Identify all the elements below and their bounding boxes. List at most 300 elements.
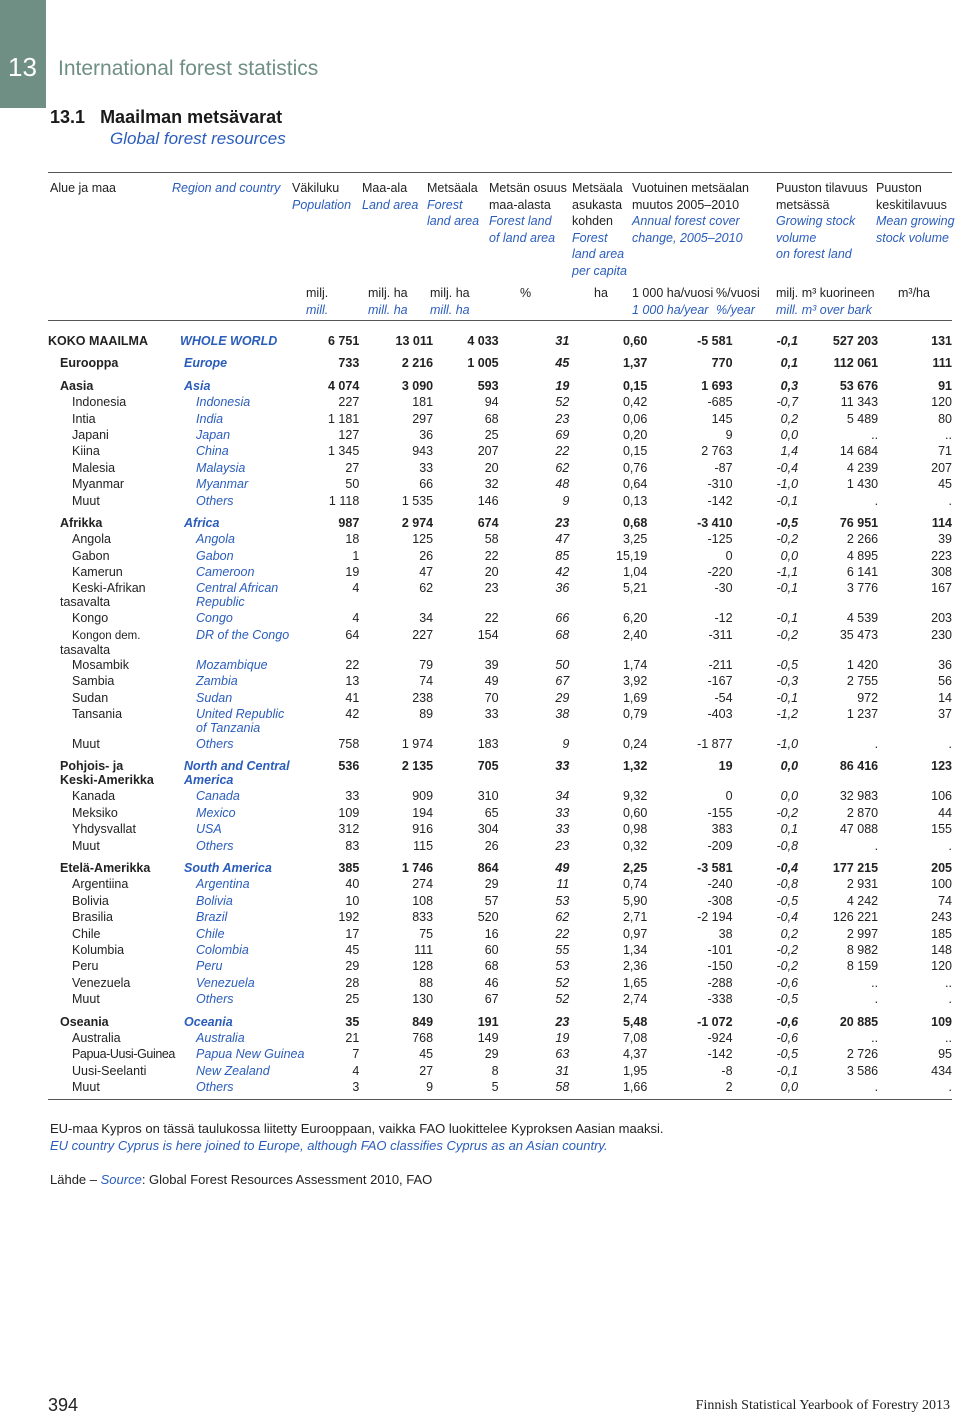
name-fi-text: Tansania bbox=[72, 707, 123, 722]
name-fi-text: Brasilia bbox=[72, 910, 113, 925]
unit-change2-fi: %/vuosi bbox=[716, 286, 760, 300]
cell-ch2: -1,2 bbox=[776, 707, 799, 722]
unit-forest-en: mill. ha bbox=[430, 302, 470, 317]
cell-mean: 39 bbox=[938, 532, 952, 547]
name-fi bbox=[48, 494, 180, 510]
cell-pop: 22 bbox=[345, 657, 360, 672]
cell-share: 50 bbox=[555, 657, 570, 672]
name-fi-text: Bolivia bbox=[72, 893, 109, 908]
cell-ch2: -0,3 bbox=[776, 674, 799, 689]
world-total-row bbox=[48, 328, 952, 350]
country-row bbox=[48, 822, 952, 838]
cell-pop: 10 bbox=[345, 893, 360, 908]
name-en-text: Mozambique bbox=[196, 657, 268, 672]
name-en-text-2: of Tanzania bbox=[196, 721, 261, 736]
cell-forest: 146 bbox=[477, 493, 499, 508]
name-fi-text: Muut bbox=[72, 1080, 100, 1095]
header-vol-en3: on forest land bbox=[776, 247, 852, 261]
cell-ch1: 145 bbox=[711, 411, 733, 426]
cell-forest: 593 bbox=[477, 378, 499, 393]
name-fi bbox=[48, 674, 180, 690]
cell-forest: 70 bbox=[484, 690, 499, 705]
name-fi bbox=[48, 927, 180, 943]
name-fi-text: Kiina bbox=[72, 444, 100, 459]
cell-ch2: -0,8 bbox=[776, 877, 799, 892]
cell-ch1: -150 bbox=[707, 959, 733, 974]
country-row bbox=[48, 444, 952, 460]
name-fi-text: Muut bbox=[72, 992, 100, 1007]
cell-land: 297 bbox=[412, 411, 434, 426]
name-fi bbox=[48, 628, 180, 658]
cell-land: 88 bbox=[419, 975, 434, 990]
name-en-text: Bolivia bbox=[196, 893, 233, 908]
table-body bbox=[48, 328, 952, 1096]
header-share-en1: Forest land bbox=[489, 214, 552, 228]
cell-ch1: -155 bbox=[707, 805, 733, 820]
name-en bbox=[180, 877, 309, 893]
cell-share: 33 bbox=[555, 759, 570, 774]
name-en-text: Mexico bbox=[196, 805, 236, 820]
country-row bbox=[48, 691, 952, 707]
header-vol-en2: volume bbox=[776, 230, 817, 245]
country-row bbox=[48, 549, 952, 565]
unit-change1-en: 1 000 ha/year bbox=[632, 302, 709, 317]
name-en-text: Brazil bbox=[196, 910, 228, 925]
name-en bbox=[180, 328, 309, 350]
cell-land: 13 011 bbox=[395, 334, 434, 348]
name-fi bbox=[48, 510, 180, 532]
cell-percap: 0,24 bbox=[622, 737, 648, 752]
header-area-en: Region and country bbox=[172, 181, 281, 195]
header-forest-fi: Metsäala bbox=[427, 181, 478, 195]
cell-ch1: 0 bbox=[725, 789, 733, 804]
cell-pop: 35 bbox=[345, 1014, 360, 1029]
name-fi bbox=[48, 611, 180, 627]
cell-vol: 972 bbox=[857, 690, 879, 705]
cell-pop: 21 bbox=[345, 1030, 360, 1045]
name-fi bbox=[48, 910, 180, 926]
source-dash: – bbox=[86, 1172, 101, 1187]
name-en-text: North and Central bbox=[184, 759, 290, 774]
cell-share: 62 bbox=[555, 460, 570, 475]
cell-mean: .. bbox=[945, 427, 952, 442]
name-en bbox=[180, 477, 309, 493]
name-fi-text: Gabon bbox=[72, 548, 110, 563]
cell-forest: 674 bbox=[477, 515, 499, 530]
name-fi-text: Japani bbox=[72, 427, 109, 442]
name-fi bbox=[48, 737, 180, 753]
cell-ch2: 0,2 bbox=[780, 411, 799, 426]
name-fi bbox=[48, 658, 180, 674]
cell-vol: 76 951 bbox=[839, 515, 879, 530]
cell-percap: 1,66 bbox=[622, 1080, 648, 1095]
name-fi bbox=[48, 444, 180, 460]
cell-share: 22 bbox=[555, 444, 570, 459]
cell-percap: 0,15 bbox=[622, 378, 648, 393]
cell-share: 45 bbox=[555, 356, 570, 371]
cell-mean: 185 bbox=[931, 926, 952, 941]
name-en bbox=[180, 532, 309, 548]
name-en bbox=[180, 855, 309, 877]
name-fi-text: Aasia bbox=[60, 378, 94, 393]
cell-ch1: -288 bbox=[707, 975, 733, 990]
cell-percap: 0,97 bbox=[622, 926, 648, 941]
cell-land: 849 bbox=[412, 1014, 434, 1029]
cell-mean: 123 bbox=[931, 759, 952, 774]
cell-vol: 2 726 bbox=[846, 1047, 879, 1062]
name-en-text: Chile bbox=[196, 926, 225, 941]
cell-land: 833 bbox=[412, 910, 434, 925]
unit-share: % bbox=[520, 286, 532, 300]
cell-percap: 2,74 bbox=[622, 992, 648, 1007]
cell-pop: 3 bbox=[352, 1080, 360, 1095]
source-label-en: Source bbox=[100, 1172, 142, 1187]
header-percap-en3: per capita bbox=[572, 263, 627, 278]
name-en bbox=[180, 510, 309, 532]
name-fi bbox=[48, 1031, 180, 1047]
cell-percap: 2,40 bbox=[622, 627, 648, 642]
name-fi-text: Pohjois- ja bbox=[60, 759, 124, 774]
cell-land: 274 bbox=[412, 877, 434, 892]
cell-ch2: 0,0 bbox=[780, 789, 799, 804]
header-growing-stock bbox=[776, 180, 868, 263]
cell-pop: 758 bbox=[338, 737, 360, 752]
cell-ch1: -142 bbox=[707, 1047, 733, 1062]
cell-mean: 223 bbox=[931, 548, 952, 563]
name-fi-text: Eurooppa bbox=[60, 356, 119, 371]
cell-vol: . bbox=[874, 838, 879, 853]
table-top-rule bbox=[48, 172, 952, 173]
name-en bbox=[180, 565, 309, 581]
cell-pop: 18 bbox=[345, 532, 360, 547]
cell-percap: 1,04 bbox=[622, 565, 648, 580]
cell-vol: 4 539 bbox=[846, 611, 879, 626]
name-en-text: DR of the Congo bbox=[196, 627, 290, 642]
cell-ch2: 0,1 bbox=[780, 822, 799, 837]
cell-land: 47 bbox=[419, 565, 434, 580]
unit-volume bbox=[776, 285, 875, 318]
name-fi-text: Kanada bbox=[72, 789, 116, 804]
cell-pop: 733 bbox=[338, 356, 360, 371]
cell-forest: 22 bbox=[484, 548, 499, 563]
cell-ch1: -12 bbox=[714, 611, 733, 626]
note-fi: EU-maa Kypros on tässä taulukossa liitetty Eurooppaan, vaikka FAO luokittelee Kyproksen Aasian maaksi. bbox=[50, 1121, 664, 1136]
cell-ch2: 0,3 bbox=[780, 378, 799, 393]
name-en bbox=[180, 1031, 309, 1047]
country-row bbox=[48, 789, 952, 805]
unit-population bbox=[306, 285, 328, 318]
cell-forest: 20 bbox=[484, 460, 499, 475]
cell-forest: 67 bbox=[484, 992, 499, 1007]
country-row bbox=[48, 1047, 952, 1063]
cell-mean: 44 bbox=[938, 805, 952, 820]
cell-percap: 0,76 bbox=[622, 460, 648, 475]
cell-ch2: -1,0 bbox=[776, 477, 799, 492]
cell-vol: 112 061 bbox=[833, 356, 879, 371]
cell-mean: 120 bbox=[931, 959, 952, 974]
cell-percap: 4,37 bbox=[622, 1047, 648, 1062]
name-en-text: Oceania bbox=[184, 1014, 233, 1029]
cell-percap: 2,71 bbox=[622, 910, 648, 925]
country-row bbox=[48, 976, 952, 992]
cell-ch2: 0,0 bbox=[780, 1080, 799, 1095]
cell-vol: 126 221 bbox=[832, 910, 879, 925]
section-number: 13.1 bbox=[50, 107, 86, 127]
name-en-text: USA bbox=[196, 822, 222, 837]
name-fi bbox=[48, 943, 180, 959]
cell-vol: . bbox=[874, 992, 879, 1007]
cell-forest: 20 bbox=[484, 565, 499, 580]
name-fi-text: Kongon dem. bbox=[72, 629, 141, 642]
cell-ch1: -142 bbox=[707, 493, 733, 508]
cell-mean: 106 bbox=[931, 789, 952, 804]
name-fi-text: Chile bbox=[72, 926, 101, 941]
name-en bbox=[180, 444, 309, 460]
cell-percap: 1,74 bbox=[622, 657, 648, 672]
name-fi-text: Muut bbox=[72, 737, 100, 752]
cell-share: 11 bbox=[556, 877, 570, 892]
cell-ch2: -0,6 bbox=[776, 1014, 799, 1029]
cell-share: 29 bbox=[555, 690, 570, 705]
name-fi bbox=[48, 461, 180, 477]
cell-mean: 74 bbox=[938, 893, 952, 908]
cell-land: 9 bbox=[426, 1080, 434, 1095]
cell-vol: 1 237 bbox=[846, 707, 879, 722]
header-percap-fi1: Metsäala bbox=[572, 181, 623, 195]
cell-mean: . bbox=[948, 838, 952, 853]
cell-percap: 5,90 bbox=[622, 893, 648, 908]
cell-mean: 155 bbox=[931, 822, 952, 837]
unit-land bbox=[368, 285, 408, 318]
note-en: EU country Cyprus is here joined to Europe, although FAO classifies Cyprus as an Asian country. bbox=[50, 1138, 608, 1153]
cell-forest: 39 bbox=[484, 657, 499, 672]
cell-ch2: -0,8 bbox=[776, 838, 799, 853]
header-change-en2: change, 2005–2010 bbox=[632, 230, 743, 245]
name-fi-text: Meksiko bbox=[72, 805, 118, 820]
name-en-text: Indonesia bbox=[196, 395, 251, 410]
cell-percap: 0,68 bbox=[622, 515, 648, 530]
name-en bbox=[180, 806, 309, 822]
cell-share: 38 bbox=[555, 707, 570, 722]
cell-ch1: 1 693 bbox=[701, 378, 733, 393]
cell-land: 2 216 bbox=[401, 356, 434, 371]
cell-vol: 4 895 bbox=[846, 548, 879, 563]
cell-ch2: 0,0 bbox=[780, 427, 799, 442]
cell-percap: 5,48 bbox=[622, 1014, 648, 1029]
cell-mean: 120 bbox=[931, 395, 952, 410]
cell-ch1: 19 bbox=[718, 759, 733, 774]
cell-mean: 203 bbox=[931, 611, 952, 626]
country-row bbox=[48, 477, 952, 493]
header-mean-en1: Mean growing bbox=[876, 214, 955, 228]
cell-mean: .. bbox=[945, 975, 952, 990]
cell-pop: 29 bbox=[345, 959, 360, 974]
cell-land: 108 bbox=[412, 893, 434, 908]
name-fi-text: Oseania bbox=[60, 1014, 109, 1029]
cell-vol: 8 159 bbox=[846, 959, 879, 974]
country-row bbox=[48, 565, 952, 581]
header-share-fi2: maa-alasta bbox=[489, 197, 551, 212]
name-fi-text: Muut bbox=[72, 838, 100, 853]
country-row bbox=[48, 494, 952, 510]
header-bottom-rule bbox=[48, 320, 952, 321]
cell-vol: 1 430 bbox=[846, 477, 879, 492]
cell-ch2: -0,4 bbox=[776, 910, 799, 925]
cell-ch2: -0,1 bbox=[776, 334, 799, 348]
cell-pop: 127 bbox=[338, 427, 360, 442]
cell-share: 42 bbox=[555, 565, 570, 580]
header-mean-stock bbox=[876, 180, 955, 246]
name-fi bbox=[48, 707, 180, 737]
cell-percap: 0,98 bbox=[622, 822, 648, 837]
name-en bbox=[180, 737, 309, 753]
cell-percap: 0,13 bbox=[622, 493, 648, 508]
header-percap-en1: Forest bbox=[572, 230, 608, 245]
cell-percap: 15,19 bbox=[616, 548, 648, 563]
cell-share: 34 bbox=[555, 789, 570, 804]
cell-ch1: 383 bbox=[711, 822, 733, 837]
cell-land: 916 bbox=[412, 822, 434, 837]
cell-forest: 65 bbox=[484, 805, 499, 820]
cell-land: 2 974 bbox=[401, 515, 434, 530]
cell-percap: 3,92 bbox=[622, 674, 648, 689]
name-fi-text: Afrikka bbox=[60, 515, 103, 530]
cell-land: 125 bbox=[412, 532, 434, 547]
cell-percap: 1,95 bbox=[622, 1063, 648, 1078]
cell-ch1: -3 410 bbox=[697, 515, 733, 530]
cell-share: 66 bbox=[555, 611, 570, 626]
cell-vol: 2 931 bbox=[846, 877, 879, 892]
header-forest-en1: Forest bbox=[427, 197, 463, 212]
name-fi-text: Australia bbox=[72, 1030, 121, 1045]
country-row bbox=[48, 806, 952, 822]
country-row bbox=[48, 532, 952, 548]
name-en-text: Peru bbox=[196, 959, 223, 974]
name-fi-text: Kongo bbox=[72, 611, 109, 626]
header-land-en: Land area bbox=[362, 197, 419, 212]
country-row bbox=[48, 959, 952, 975]
cell-percap: 0,74 bbox=[622, 877, 648, 892]
name-fi-text: Kamerun bbox=[72, 565, 123, 580]
cell-pop: 192 bbox=[338, 910, 360, 925]
cell-ch2: -0,5 bbox=[776, 992, 799, 1007]
name-en-text: India bbox=[196, 411, 224, 426]
cell-ch2: -1,1 bbox=[776, 565, 799, 580]
cell-pop: 1 118 bbox=[328, 493, 360, 508]
cell-mean: 207 bbox=[931, 460, 952, 475]
name-en bbox=[180, 1064, 309, 1080]
cell-ch1: 2 763 bbox=[701, 444, 733, 459]
cell-ch1: -1 072 bbox=[697, 1014, 733, 1029]
name-en bbox=[180, 428, 309, 444]
header-vol-fi2: metsässä bbox=[776, 197, 830, 212]
cell-ch1: -30 bbox=[714, 581, 733, 596]
country-row bbox=[48, 674, 952, 690]
cell-share: 33 bbox=[555, 822, 570, 837]
unit-vol-en: mill. m³ over bark bbox=[776, 302, 872, 317]
cell-vol: 86 416 bbox=[839, 759, 879, 774]
cell-ch2: -0,1 bbox=[776, 1063, 799, 1078]
header-percap-en2: land area bbox=[572, 247, 625, 261]
country-row bbox=[48, 1031, 952, 1047]
section-title-en: Global forest resources bbox=[110, 129, 286, 148]
name-en-text: China bbox=[196, 444, 229, 459]
cell-ch2: -0,5 bbox=[776, 515, 799, 530]
name-fi-text: Kolumbia bbox=[72, 942, 125, 957]
cell-pop: 64 bbox=[345, 627, 360, 642]
cell-vol: 5 489 bbox=[846, 411, 879, 426]
cell-ch2: -0,6 bbox=[776, 975, 799, 990]
name-en bbox=[180, 959, 309, 975]
cell-ch2: -0,5 bbox=[776, 893, 799, 908]
name-fi-text: Peru bbox=[72, 959, 99, 974]
cell-mean: 434 bbox=[931, 1063, 952, 1078]
cell-share: 63 bbox=[555, 1047, 570, 1062]
cell-forest: 304 bbox=[477, 822, 499, 837]
cell-mean: 100 bbox=[931, 877, 952, 892]
name-en bbox=[180, 581, 309, 611]
country-row bbox=[48, 839, 952, 855]
cell-share: 23 bbox=[555, 411, 570, 426]
cell-forest: 1 005 bbox=[467, 356, 499, 371]
cell-ch2: 0,0 bbox=[780, 548, 799, 563]
cell-pop: 33 bbox=[345, 789, 360, 804]
cell-land: 45 bbox=[419, 1047, 434, 1062]
cell-ch2: 0,1 bbox=[780, 356, 799, 371]
cell-pop: 40 bbox=[345, 877, 360, 892]
cell-vol: .. bbox=[871, 427, 879, 442]
name-en-text: Cameroon bbox=[196, 565, 255, 580]
header-land-fi: Maa-ala bbox=[362, 181, 408, 195]
name-en bbox=[180, 691, 309, 707]
name-fi-text: Uusi-Seelanti bbox=[72, 1063, 147, 1078]
cell-forest: 49 bbox=[484, 674, 499, 689]
name-en-text: Others bbox=[196, 737, 234, 752]
cell-pop: 1 345 bbox=[328, 444, 360, 459]
cell-vol: 2 870 bbox=[846, 805, 879, 820]
cell-land: 115 bbox=[413, 838, 434, 853]
cell-percap: 5,21 bbox=[622, 581, 648, 596]
cell-ch1: -240 bbox=[707, 877, 733, 892]
cell-percap: 1,37 bbox=[622, 356, 648, 371]
cell-vol: 3 586 bbox=[846, 1063, 879, 1078]
cell-vol: 8 982 bbox=[846, 942, 879, 957]
cell-forest: 149 bbox=[477, 1030, 499, 1045]
cell-land: 943 bbox=[412, 444, 434, 459]
name-en-text: Papua New Guinea bbox=[196, 1047, 305, 1062]
cell-share: 47 bbox=[555, 532, 570, 547]
cell-ch1: -3 581 bbox=[697, 860, 733, 875]
section-title-fi: Maailman metsävarat bbox=[100, 107, 283, 127]
cell-pop: 19 bbox=[345, 565, 360, 580]
name-en bbox=[180, 1009, 309, 1031]
cell-vol: 4 239 bbox=[846, 460, 879, 475]
cell-land: 36 bbox=[419, 427, 434, 442]
cell-ch2: -0,2 bbox=[776, 627, 799, 642]
cell-mean: . bbox=[948, 493, 952, 508]
cell-pop: 987 bbox=[338, 515, 360, 530]
source-label-fi: Lähde bbox=[50, 1172, 87, 1187]
cell-land: 79 bbox=[419, 657, 434, 672]
cell-pop: 536 bbox=[338, 759, 360, 774]
header-pop-fi: Väkiluku bbox=[292, 181, 340, 195]
cell-forest: 25 bbox=[484, 427, 499, 442]
cell-ch2: -0,4 bbox=[776, 460, 799, 475]
name-en-text: Zambia bbox=[196, 674, 238, 689]
country-row bbox=[48, 737, 952, 753]
cell-land: 194 bbox=[412, 805, 434, 820]
country-row bbox=[48, 581, 952, 611]
